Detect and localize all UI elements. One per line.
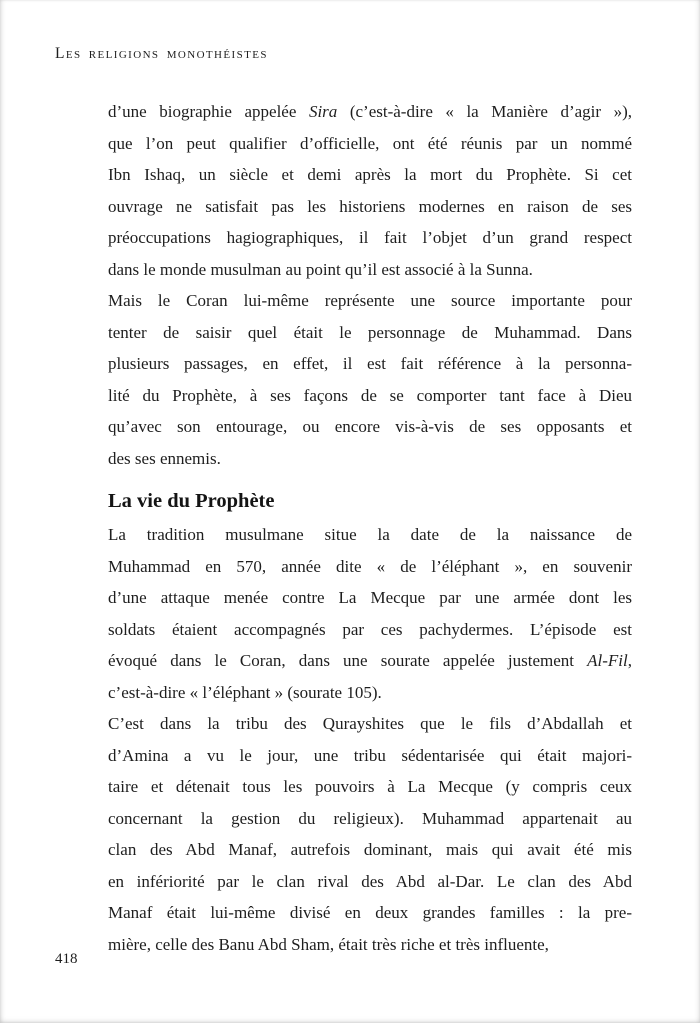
text-line: Manaf était lui-même divisé en deux grandes familles : la pre- — [108, 903, 632, 922]
text-line: tenter de saisir quel était le personnage de Muhammad. Dans — [108, 322, 632, 342]
text-line: La tradition musulmane situe la date de la naissance de — [108, 525, 632, 544]
text-line: dans le monde musulman au point qu’il est associé à la Sunna. — [108, 259, 533, 279]
text-line: qu’avec son entourage, ou encore vis-à-vis de ses opposants et — [108, 417, 632, 436]
text-line: Mais le Coran lui-même représente une source importante pour — [108, 291, 632, 310]
text-line: des ses ennemis. — [108, 448, 221, 468]
text-line: mière, celle des Banu Abd Sham, était très riche et très influente, — [108, 934, 549, 954]
text-line: soldats étaient accompagnés par ces pachydermes. L’épisode est — [108, 619, 632, 639]
text-line: concernant la gestion du religieux). Muhammad appartenait au — [108, 808, 632, 828]
page-number: 418 — [55, 951, 78, 967]
text-line: Muhammad en 570, année dite « de l’éléphant », en souvenir — [108, 556, 632, 576]
text-line: en infériorité par le clan rival des Abd al-Dar. Le clan des Abd — [108, 871, 632, 891]
body-paragraph — [108, 708, 632, 960]
body-paragraph — [108, 285, 632, 474]
text-line: évoqué dans le Coran, dans une sourate appelée justement Al-Fil, — [108, 651, 632, 670]
text-line: préoccupations hagiographiques, il fait l’objet d’un grand respect — [108, 228, 632, 247]
text-line: que l’on peut qualifier d’officielle, ont été réunis par un nommé — [108, 133, 632, 153]
text-line: d’Amina a vu le jour, une tribu sédentarisée qui était majori- — [108, 745, 632, 765]
text-line: d’une attaque menée contre La Mecque par une armée dont les — [108, 588, 632, 607]
text-line: ouvrage ne satisfait pas les historiens modernes en raison de ses — [108, 196, 632, 216]
body-paragraph — [108, 96, 632, 285]
text-line: plusieurs passages, en effet, il est fait référence à la personna- — [108, 354, 632, 373]
page-content — [108, 96, 632, 960]
text-line: lité du Prophète, à ses façons de se comporter tant face à Dieu — [108, 385, 632, 405]
text-line: clan des Abd Manaf, autrefois dominant, mais qui avait été mis — [108, 840, 632, 859]
section-heading: La vie du Prophète — [108, 490, 275, 512]
body-paragraph — [108, 519, 632, 708]
text-line: d’une biographie appelée Sira (c’est-à-dire « la Manière d’agir »), — [108, 102, 632, 121]
text-line: Ibn Ishaq, un siècle et demi après la mort du Prophète. Si cet — [108, 165, 632, 184]
text-line: c’est-à-dire « l’éléphant » (sourate 105). — [108, 682, 382, 702]
running-header: Les religions monothéistes — [55, 45, 268, 62]
text-line: C’est dans la tribu des Qurayshites que le fils d’Abdallah et — [108, 714, 632, 733]
text-line: taire et détenait tous les pouvoirs à La Mecque (y compris ceux — [108, 777, 632, 796]
